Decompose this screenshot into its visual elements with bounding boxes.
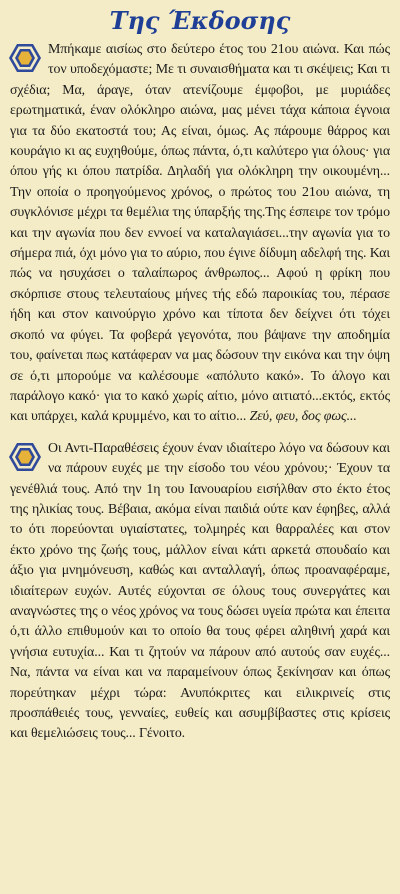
hexagon-bullet-icon	[8, 42, 42, 74]
paragraph-2-text: Οι Αντι-Παραθέσεις έχουν έναν ιδιαίτερο λόγο να δώσουν και να πάρουν ευχές με την είσοδο του νέου χρόνου;· Έχουν τα γενέθλιά τους. Από την 1η του Ιανουαρίου εισήλθαν στο έκτο έτος της ηλικίας τους. Βέβαια, ακόμα είναι παιδιά ούτε καν έφηβες, αλλά το ότι πορεύονται υγιαίστατες, τολμηρές και θαρραλέες και στον έκτο χρόνο της ζωής τους, μάλλον είναι κάτι αρκετά σπουδαίο και άξιο για μνημόνευση, καθώς και ανταλλαγή, όπως προαναφέραμε, ιδιαίτερων ευχών. Αυτές εύχονται σε όλους τους συνεργάτες και αναγνώστες της ο νέος χρόνος να τους δώσει υγεία πρώτα και έπειτα ό,τι άλλο επιθυμούν και το οποίο θα τους φέρει αληθινή χαρά και γνήσια ευτυχία... Και τι ζητούν να πάρουν από αυτούς σαν ευχές... Να, πάντα να είναι και να παραμείνουν όπως ξεκίνησαν και όπως πορεύτηκαν μέχρι τώρα: Ανυπόκριτες και ειλικρινείς στις προσπάθειές τους, γενναίες, ευθείς και ασυμβίβαστες στις κρίσεις και θεμελιώσεις τους... Γένοιτο.	[10, 440, 390, 742]
editorial-page	[0, 6, 400, 894]
editorial-paragraph-1	[10, 40, 390, 428]
editorial-paragraph-2	[10, 439, 390, 745]
hexagon-bullet-icon	[8, 441, 42, 473]
page-title: Της Έκδοσης	[109, 6, 291, 35]
paragraph-1-tail: Ζεύ, φευ, δος φως...	[246, 409, 357, 425]
paragraph-1-text: Μπήκαμε αισίως στο δεύτερο έτος του 21ου αιώνα. Και πώς τον υποδεχόμαστε; Με τι συναισθήματα και τι σκέψεις; Και τι σχέδια; Μα, άραγε, όταν ατενίζουμε έμφοβοι, με μυριάδες ερωτηματικά, έναν ολόκληρο αιώνα, μας μένει τάχα κάποια έγνοια για τα δύο εκατοστά του; Ας είναι, όμως. Ας πάρουμε θάρρος και κουράγιο κι ας ευχηθούμε, όπως πάντα, ό,τι καλύτερο για όλους· για όπου γής κι όπου πατρίδα. Δηλαδή για ολόκληρη την οικουμένη... Την οποία ο προηγούμενος χρόνος, ο πρώτος του 21ου αιώνα, τη συγκλόνισε μέχρι τα θεμέλια της ύπαρξής της.Της έσπειρε τον τρόμο και την αγωνία που δεν εννοεί να καταλαγιάσει...την αγωνία για το σήμερα πιά, όχι μόνο για το αύριο, που έγινε δίδυμη αδελφή της. Και πώς να ησυχάσει ο ταλαίπωρος άνθρωπος... Αφού η φρίκη που σκόρπισε στους τελευταίους μήνες τής εδώ παροικίας του, πέρασε ήδη και στον καινούργιο χρόνο και τίποτα δεν δείχνει ότι τόχει σκοπό να φύγει. Τα φοβερά γεγονότα, που βάψανε την αποδημία του, φαίνεται πως κατάφεραν να μας δώσουν την εικόνα και την όψη σε ό,τι μπορούμε να καλέσουμε «απόλυτο κακό». Το άλογο και παράλογο κακό· για το κακό χωρίς αίτιο, μόνο αιτιατό...εκτός, εκτός και υπάρχει, καλά κρυμμένο, και το αίτιο...	[10, 42, 390, 425]
